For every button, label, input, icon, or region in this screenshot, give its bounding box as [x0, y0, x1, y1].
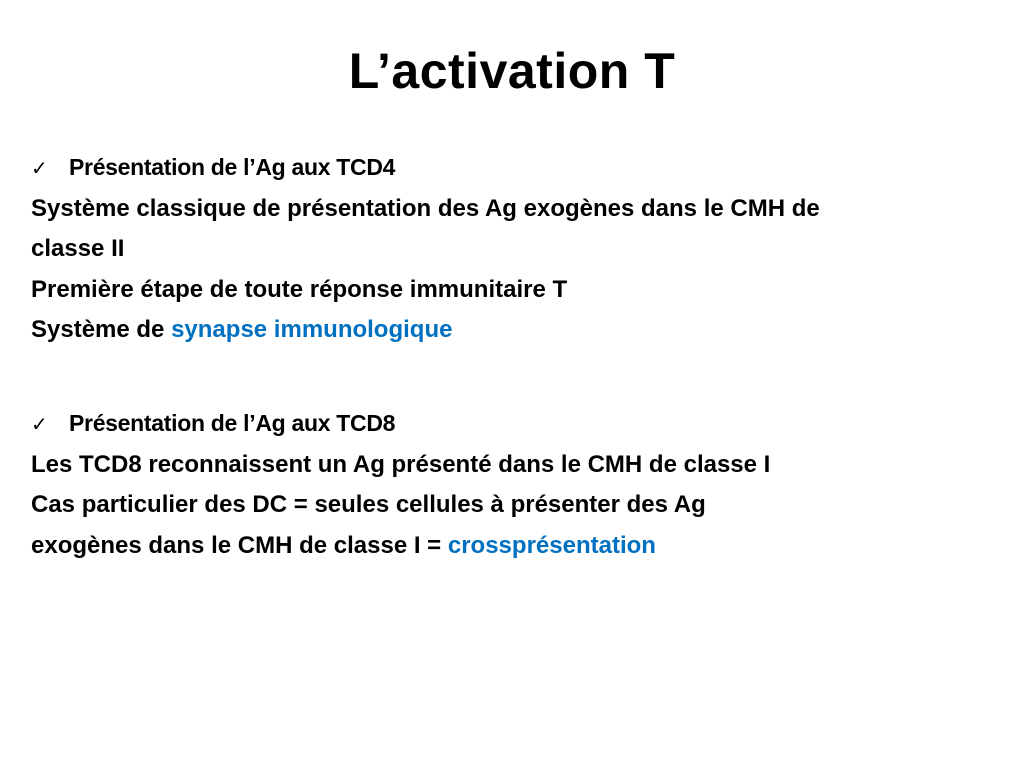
body-line-highlighted — [31, 526, 1001, 567]
bullet-heading-tcd8 — [31, 403, 1001, 445]
body-line: classe II — [31, 235, 125, 262]
section-heading: Présentation de l’Ag aux TCD8 — [69, 410, 396, 436]
body-line: Système classique de présentation des Ag exogènes dans le CMH de — [31, 194, 820, 222]
body-line-prefix: exogènes dans le CMH de classe I = — [31, 531, 448, 559]
body-line-prefix: Système de — [31, 316, 172, 343]
checkmark-icon: ✓ — [31, 412, 48, 436]
bullet-heading-tcd4 — [31, 147, 1001, 189]
slide-title: L’activation T — [348, 43, 676, 99]
body-line-highlighted — [31, 310, 1001, 351]
section-tcd8 — [31, 403, 1001, 566]
highlight-term: synapse immunologique — [171, 316, 453, 343]
highlight-term: crossprésentation — [447, 531, 656, 559]
section-tcd4 — [31, 147, 1001, 351]
section-heading: Présentation de l’Ag aux TCD4 — [69, 154, 396, 180]
body-line: Cas particulier des DC = seules cellules à présenter des Ag — [31, 491, 706, 518]
body-line: Les TCD8 reconnaissent un Ag présenté dans le CMH de classe I — [31, 450, 771, 478]
checkmark-icon: ✓ — [31, 156, 48, 180]
body-line: Première étape de toute réponse immunitaire T — [31, 275, 568, 303]
